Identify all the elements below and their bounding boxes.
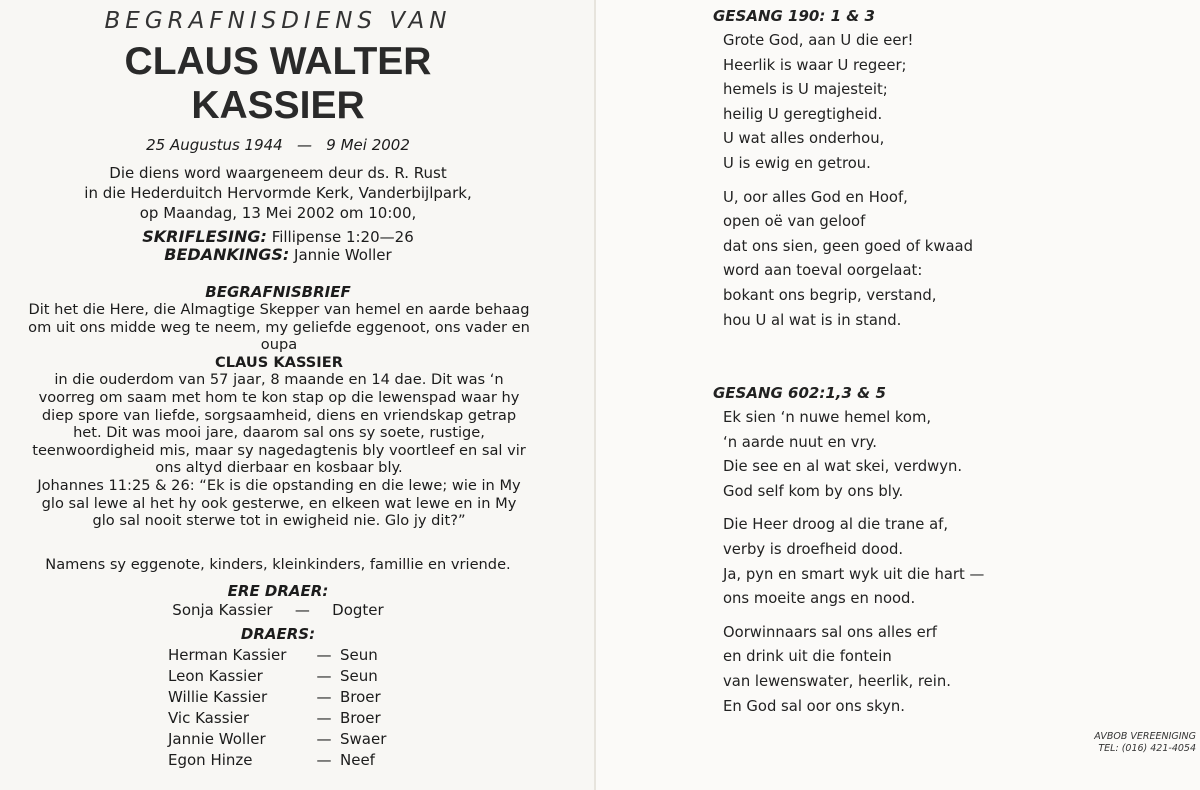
bearer-name: Willie Kassier <box>168 688 268 706</box>
hymn-line: Heerlik is waar U regeer; <box>723 56 907 74</box>
deceased-name-line2: KASSIER <box>191 84 365 127</box>
thanks-label: BEDANKINGS: <box>164 245 290 264</box>
hymn-line: U wat alles onderhou, <box>723 130 885 148</box>
scripture-value: Fillipense 1:20—26 <box>271 228 414 246</box>
honorary-bearer-dash: — <box>294 601 310 619</box>
bearer-relation: Broer <box>340 688 381 706</box>
bearer-dash: — <box>316 646 332 664</box>
bearer-dash: — <box>316 667 332 685</box>
bearer-name: Herman Kassier <box>168 646 287 664</box>
service-line: op Maandag, 13 Mei 2002 om 10:00, <box>139 204 417 222</box>
service-details <box>0 163 556 223</box>
hymn-line: God self kom by ons bly. <box>723 482 904 500</box>
hymn-line: van lewenswater, heerlik, rein. <box>723 672 951 690</box>
honorary-bearer <box>0 601 556 619</box>
service-line: Die diens word waargeneem deur ds. R. Rust <box>109 164 447 182</box>
honorary-bearer-relation: Dogter <box>332 601 384 619</box>
letter-line: in die ouderdom van 57 jaar, 8 maande en 14 dae. Dit was ‘n <box>54 371 504 389</box>
bearers-heading: DRAERS: <box>240 625 316 643</box>
hymn-602 <box>713 384 985 719</box>
hymn-line: ‘n aarde nuut en vry. <box>723 433 877 451</box>
right-page <box>596 0 1200 790</box>
footer-company: AVBOB VEREENIGING <box>1094 731 1196 742</box>
bearer-dash: — <box>316 751 332 769</box>
scripture-label: SKRIFLESING: <box>142 227 267 246</box>
hymn-stanza <box>723 406 984 504</box>
bearer-row <box>168 729 386 750</box>
hymn-line: En God sal oor ons skyn. <box>723 697 905 715</box>
hymn-190 <box>713 7 974 333</box>
hymn-line: ons moeite angs en nood. <box>723 590 916 608</box>
on-behalf-line: Namens sy eggenote, kinders, kleinkinders, famillie en vriende. <box>45 556 511 573</box>
scripture-quote-line: glo sal lewe al het hy ook gesterwe, en elkeen wat lewe en in My <box>41 494 517 512</box>
bearer-row <box>168 708 386 729</box>
birth-date: 25 Augustus 1944 <box>146 136 283 154</box>
funeral-letter <box>6 301 552 530</box>
bearer-name: Leon Kassier <box>168 667 263 685</box>
bearer-relation: Seun <box>340 667 378 685</box>
hymn-stanza <box>723 186 973 334</box>
honorary-bearer-name: Sonja Kassier <box>172 601 273 619</box>
hymn-line: word aan toeval oorgelaat: <box>723 262 923 280</box>
letter-line: oupa <box>260 336 298 354</box>
hymn-line: open oë van geloof <box>723 213 866 231</box>
footer-phone: TEL: (016) 421-4054 <box>1098 743 1196 754</box>
bearer-relation: Seun <box>340 646 378 664</box>
hymn-line: bokant ons begrip, verstand, <box>723 286 937 304</box>
left-page <box>0 0 596 790</box>
bearer-dash: — <box>316 688 332 706</box>
hymn-stanza <box>723 29 973 177</box>
bearer-relation: Broer <box>340 709 381 727</box>
hymn-line: Grote God, aan U die eer! <box>723 32 914 49</box>
deceased-name-line1: CLAUS WALTER <box>124 40 432 83</box>
bearer-dash: — <box>316 709 332 727</box>
scripture-row <box>0 228 556 246</box>
hymn-line: heilig U geregtigheid. <box>723 105 883 123</box>
letter-heading: BEGRAFNISBRIEF <box>205 283 351 301</box>
bearer-name: Egon Hinze <box>168 751 253 769</box>
letter-line: om uit ons midde weg te neem, my geliefde eggenoot, ons vader en <box>28 318 530 336</box>
hymn-line: verby is droefheid dood. <box>723 540 904 558</box>
bearer-row <box>168 750 386 771</box>
letter-line: teenwoordigheid mis, maar sy nagedagtenis bly voortleef en sal vir <box>32 441 526 459</box>
letter-line: Dit het die Here, die Almagtige Skepper van hemel en aarde behaag <box>28 301 530 318</box>
bearer-row <box>168 645 386 666</box>
letter-line: voorreg om saam met hom te kon stap op die lewenspad waar hy <box>38 388 520 406</box>
hymn-602-title: GESANG 602:1,3 & 5 <box>713 384 886 402</box>
readings-block <box>0 228 556 264</box>
hymn-line: Die see en al wat skei, verdwyn. <box>723 458 963 476</box>
date-separator: — <box>297 136 313 154</box>
scripture-quote-line: Johannes 11:25 & 26: “Ek is die opstanding en die lewe; wie in My <box>37 476 521 494</box>
bearer-name: Jannie Woller <box>168 730 266 748</box>
hymn-line: hemels is U majesteit; <box>723 81 888 99</box>
service-line: in die Hederduitch Hervormde Kerk, Vanderbijlpark, <box>84 184 472 202</box>
letter-name: CLAUS KASSIER <box>215 353 343 371</box>
hymn-line: U, oor alles God en Hoof, <box>723 188 908 206</box>
letter-line: ons altyd dierbaar en kosbaar bly. <box>155 459 403 477</box>
hymn-stanza <box>723 621 984 719</box>
honorary-bearer-heading: ERE DRAER: <box>227 582 329 600</box>
bearer-relation: Swaer <box>340 730 387 748</box>
hymn-stanza <box>723 513 984 611</box>
life-dates <box>0 136 556 154</box>
letter-line: diep spore van liefde, sorgsaamheid, diens en vriendskap getrap <box>41 406 517 424</box>
bearer-row <box>168 687 386 708</box>
hymn-line: en drink uit die fontein <box>723 648 892 666</box>
bearer-dash: — <box>316 730 332 748</box>
thanks-value: Jannie Woller <box>294 246 392 264</box>
bearer-row <box>168 666 386 687</box>
undertaker-footer <box>1094 731 1196 755</box>
service-kicker: BEGRAFNISDIENS VAN <box>104 8 452 34</box>
hymn-line: Ek sien ‘n nuwe hemel kom, <box>723 409 932 426</box>
bearer-name: Vic Kassier <box>168 709 250 727</box>
hymn-line: Die Heer droog al die trane af, <box>723 516 949 534</box>
hymn-line: U is ewig en getrou. <box>723 154 871 172</box>
thanks-row <box>0 246 556 264</box>
letter-line: het. Dit was mooi jare, daarom sal ons sy soete, rustige, <box>73 424 485 442</box>
death-date: 9 Mei 2002 <box>326 136 410 154</box>
scripture-quote-line: glo sal nooit sterwe tot in ewigheid nie. Glo jy dit?” <box>92 512 466 530</box>
hymn-line: Ja, pyn en smart wyk uit die hart — <box>723 565 985 583</box>
hymn-line: hou U al wat is in stand. <box>723 311 902 329</box>
hymn-190-title: GESANG 190: 1 & 3 <box>713 7 875 25</box>
hymn-line: dat ons sien, geen goed of kwaad <box>723 237 974 255</box>
hymn-line: Oorwinnaars sal ons alles erf <box>723 623 938 641</box>
bearers-list <box>168 645 386 771</box>
bearer-relation: Neef <box>340 751 375 769</box>
